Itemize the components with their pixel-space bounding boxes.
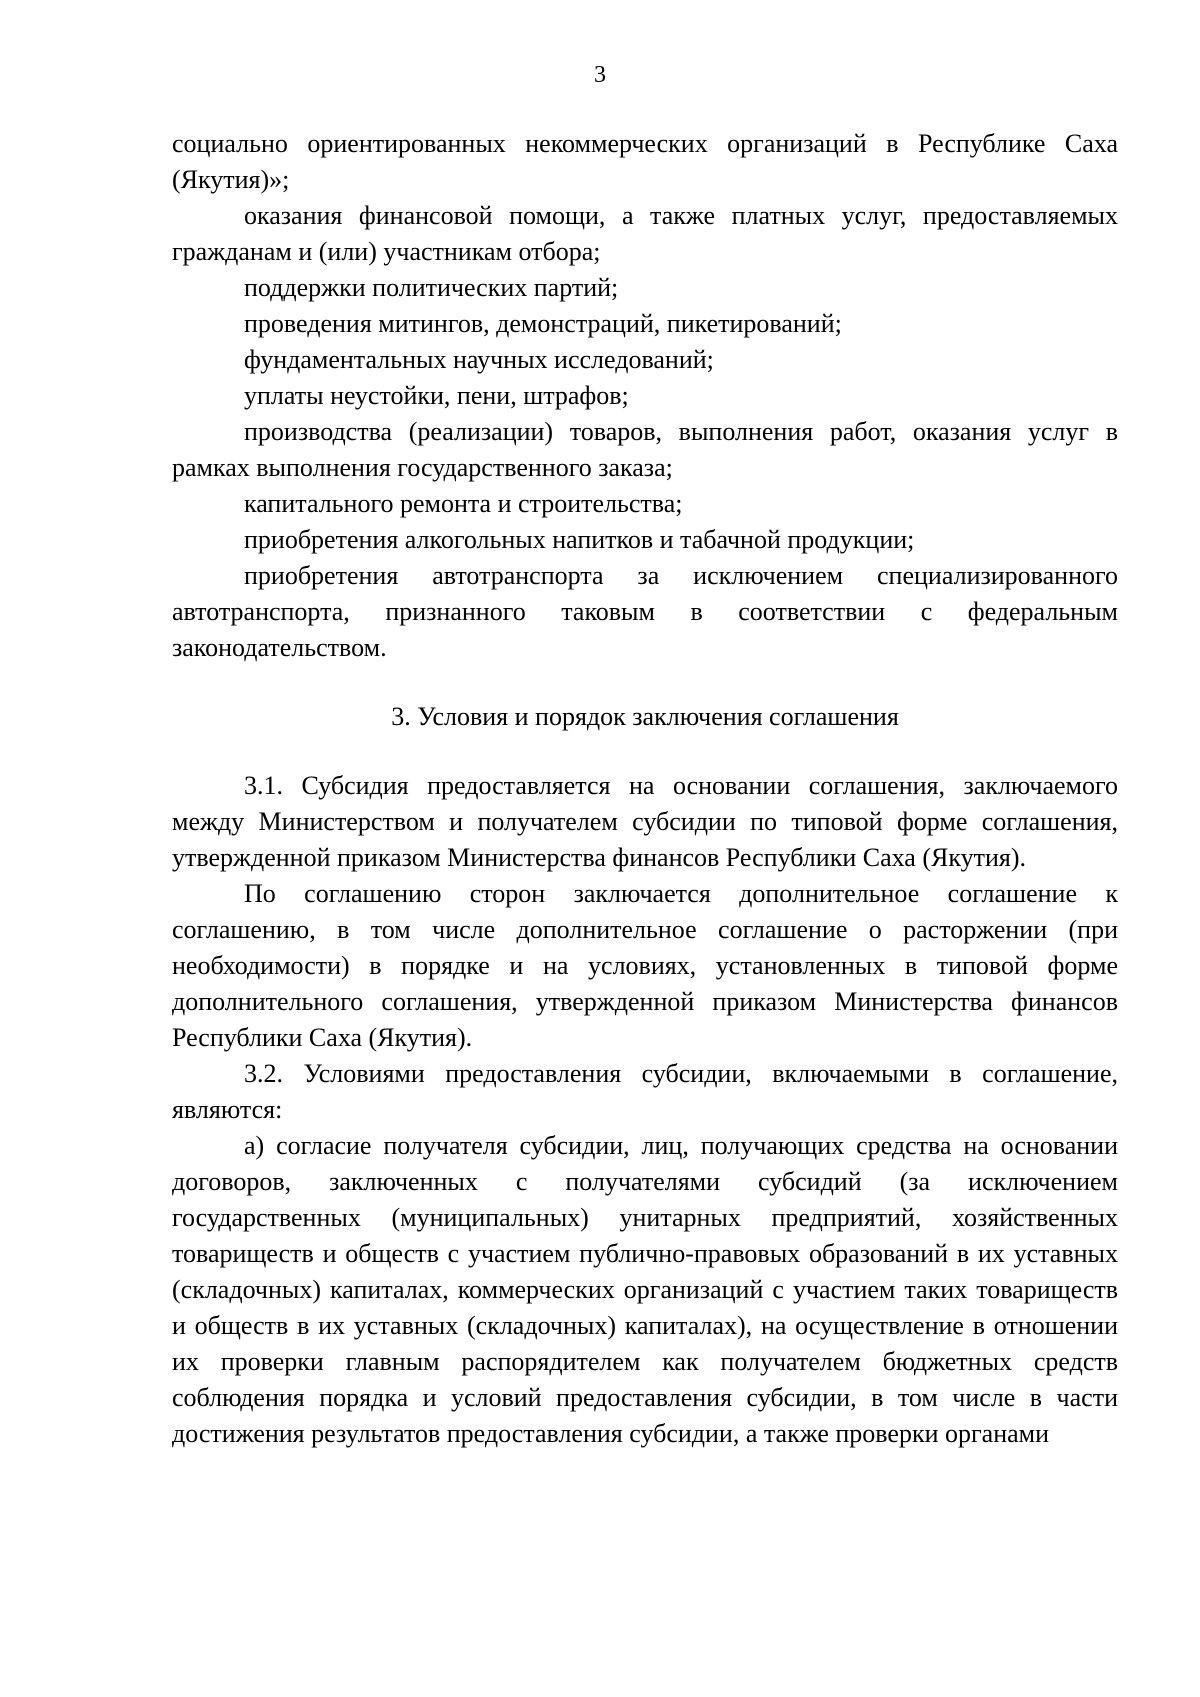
paragraph: а) согласие получателя субсидии, лиц, получающих средства на основании договоров, заключенных с получателями субсидий (за исключением государственных (муниципальных) унитарных предприятий, хозяйственных товариществ и обществ с участием публично-правовых образований в их уставных (складочных) капиталах, коммерческих организаций с участием таких товариществ и обществ в их уставных (складочных) капиталах), на осуществление в отношении их проверки главным распорядителем как получателем бюджетных средств соблюдения порядка и условий предоставления субсидии, в том числе в части достижения результатов предоставления субсидии, а также проверки органами	[172, 1131, 1118, 1448]
paragraph: 3.2. Условиями предоставления субсидии, включаемыми в соглашение, являются:	[172, 1059, 1118, 1124]
list-item: уплаты неустойки, пени, штрафов;	[244, 381, 629, 410]
list-item: производства (реализации) товаров, выполнения работ, оказания услуг в рамках выполнения государственного заказа;	[172, 417, 1118, 482]
list-item: приобретения автотранспорта за исключением специализированного автотранспорта, признанного таковым в соответствии с федеральным законодательством.	[172, 561, 1118, 662]
list-item: капитального ремонта и строительства;	[244, 489, 683, 518]
list-item: поддержки политических партий;	[244, 273, 619, 302]
list-item: фундаментальных научных исследований;	[244, 345, 714, 374]
paragraph: По соглашению сторон заключается дополнительное соглашение к соглашению, в том числе дополнительное соглашение о расторжении (при необходимости) в порядке и на условиях, установленных в типовой форме дополнительного соглашения, утвержденной приказом Министерства финансов Республики Саха (Якутия).	[172, 879, 1118, 1052]
list-item: оказания финансовой помощи, а также платных услуг, предоставляемых гражданам и (или) участникам отбора;	[172, 201, 1118, 266]
document-body	[172, 126, 1118, 1452]
list-item: проведения митингов, демонстраций, пикетирований;	[244, 309, 842, 338]
list-item: приобретения алкогольных напитков и табачной продукции;	[244, 525, 915, 554]
paragraph: 3.1. Субсидия предоставляется на основании соглашения, заключаемого между Министерством и получателем субсидии по типовой форме соглашения, утвержденной приказом Министерства финансов Республики Саха (Якутия).	[172, 771, 1118, 872]
page-number: 3	[594, 62, 606, 88]
paragraph-continuation: социально ориентированных некоммерческих организаций в Республике Саха (Якутия)»;	[172, 129, 1118, 194]
section-heading: 3. Условия и порядок заключения соглашения	[391, 702, 899, 731]
